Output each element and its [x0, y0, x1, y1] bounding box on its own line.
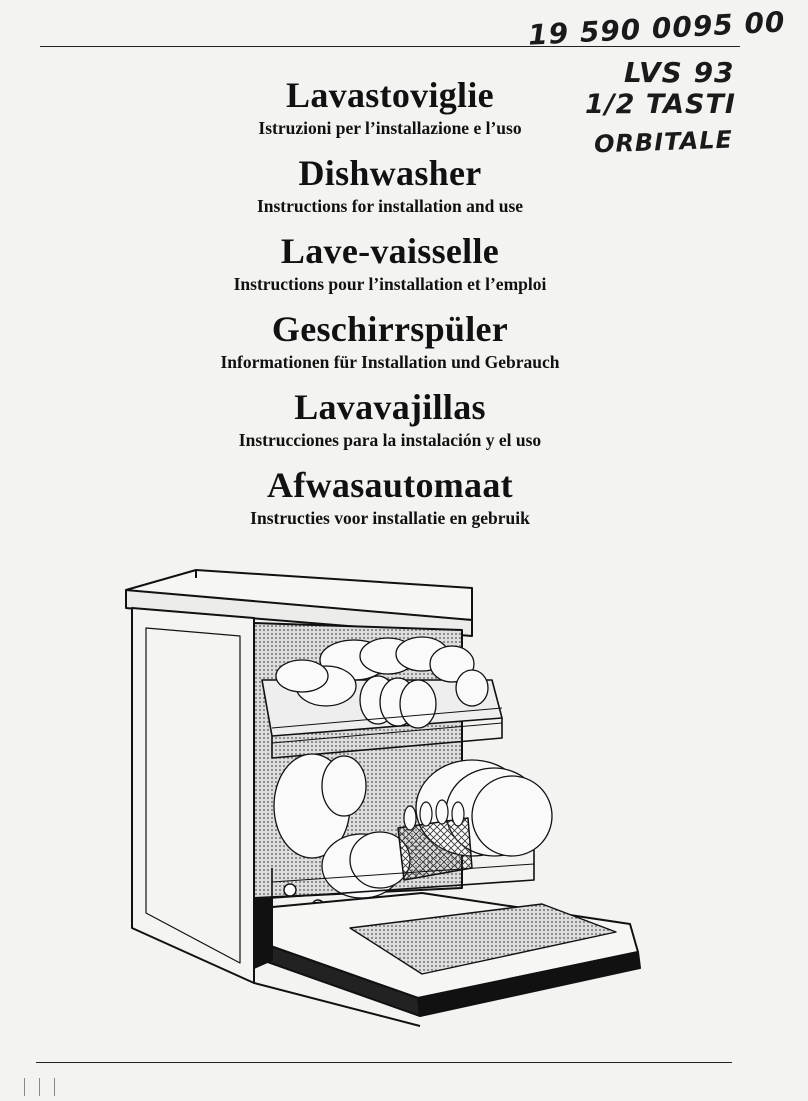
title-english: Dishwasher	[298, 153, 482, 193]
lang-block-en	[150, 152, 630, 218]
lang-block-es	[150, 386, 630, 452]
handwritten-keys: 1/2 TASTI	[585, 89, 736, 120]
lang-block-de	[150, 308, 630, 374]
handwritten-code: 19 590 0095 00	[527, 5, 787, 52]
subtitle-italian: Istruzioni per l’installazione e l’uso	[258, 118, 522, 138]
subtitle-dutch: Instructies voor installatie en gebruik	[250, 508, 530, 528]
subtitle-german: Informationen für Installation und Gebrauch	[220, 352, 560, 372]
bottom-rule	[36, 1062, 732, 1063]
lang-block-fr	[150, 230, 630, 296]
dishwasher-illustration-icon	[122, 568, 646, 1032]
handwritten-type: ORBITALE	[593, 125, 734, 159]
title-italian: Lavastoviglie	[286, 75, 494, 115]
handwritten-model: LVS 93	[624, 56, 735, 89]
subtitle-english: Instructions for installation and use	[256, 196, 524, 216]
lang-block-it	[150, 74, 630, 140]
lang-block-nl	[150, 464, 630, 530]
title-german: Geschirrspüler	[271, 309, 509, 349]
subtitle-spanish: Instrucciones para la instalación y el uso	[238, 430, 542, 450]
subtitle-french: Instructions pour l’installation et l’emploi	[233, 274, 547, 294]
title-dutch: Afwasautomaat	[267, 465, 513, 505]
title-spanish: Lavavajillas	[294, 387, 486, 427]
scan-marks	[24, 1078, 104, 1098]
title-stack	[150, 74, 630, 542]
title-french: Lave-vaisselle	[280, 231, 500, 271]
